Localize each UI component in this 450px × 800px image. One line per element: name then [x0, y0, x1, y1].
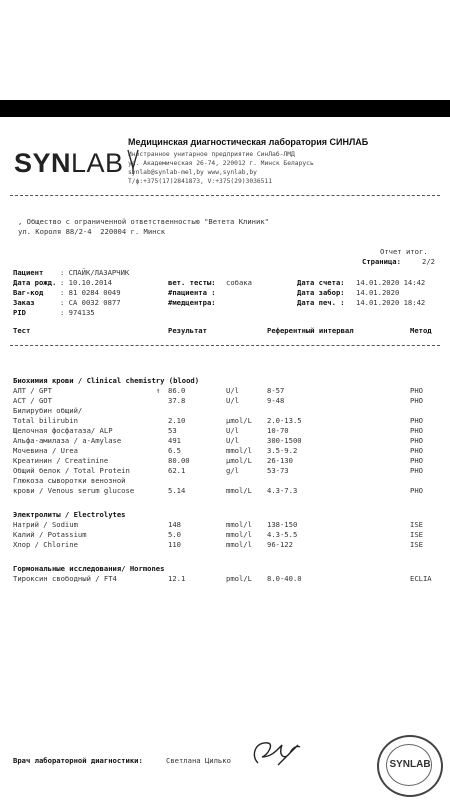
- test-result: 5.0: [168, 530, 181, 539]
- clinic-line-2: ул. Короля 88/2-4 220004 г. Минск: [18, 227, 166, 236]
- header-line-2: ул. Академическая 26-74, 220012 г. Минск Беларусь: [128, 160, 314, 167]
- bill-date-value: 14.01.2020 14:42: [356, 278, 426, 287]
- order-value: : CA 0032 0877: [60, 298, 121, 307]
- test-method: ISE: [410, 530, 423, 539]
- test-name: Билирубин общий/: [13, 406, 83, 415]
- top-blank-area: [0, 0, 450, 100]
- test-unit: mmol/l: [226, 530, 252, 539]
- abnormal-flag: ↑: [156, 386, 161, 395]
- doctor-label: Врач лабораторной диагностики:: [13, 756, 143, 765]
- test-name: Альфа-амилаза / a-Amylase: [13, 436, 122, 445]
- draw-date-value: 14.01.2020: [356, 288, 400, 297]
- page-value: 2/2: [422, 257, 435, 266]
- reference-range: 138-150: [267, 520, 298, 529]
- top-black-bar: [0, 100, 450, 117]
- test-unit: U/l: [226, 436, 239, 445]
- test-result: 2.10: [168, 416, 186, 425]
- dob-value: : 10.10.2014: [60, 278, 112, 287]
- section-title: Электролиты / Electrolytes: [13, 510, 126, 519]
- test-name: Хлор / Chlorine: [13, 540, 78, 549]
- reference-range: 8-57: [267, 386, 285, 395]
- bill-date-label: Дата счета:: [297, 278, 345, 287]
- reference-range: 10-70: [267, 426, 289, 435]
- test-name: ACT / GOT: [13, 396, 52, 405]
- print-date-value: 14.01.2020 18:42: [356, 298, 426, 307]
- pid-value: : 974135: [60, 308, 95, 317]
- barcode-label: Ваг-код: [13, 288, 44, 297]
- reference-range: 4.3-5.5: [267, 530, 298, 539]
- test-result: 148: [168, 520, 181, 529]
- test-name: крови / Venous serum glucose: [13, 486, 135, 495]
- divider-top: [10, 195, 440, 196]
- draw-date-label: Дата забор:: [297, 288, 345, 297]
- reference-range: 3.5-9.2: [267, 446, 298, 455]
- doctor-name: Светлана Цилько: [166, 756, 231, 765]
- test-result: 6.5: [168, 446, 181, 455]
- patient-number-label: #пациента :: [168, 288, 216, 297]
- test-name: Мочевина / Urea: [13, 446, 78, 455]
- test-method: PHO: [410, 416, 423, 425]
- test-method: ISE: [410, 540, 423, 549]
- test-unit: pmol/L: [226, 574, 252, 583]
- doctor-signature: [248, 735, 308, 779]
- test-method: PHO: [410, 486, 423, 495]
- test-name: Щелочная фосфатаза/ ALP: [13, 426, 113, 435]
- test-unit: mmol/l: [226, 520, 252, 529]
- test-method: PHO: [410, 386, 423, 395]
- test-unit: U/l: [226, 426, 239, 435]
- test-result: 491: [168, 436, 181, 445]
- test-result: 80.00: [168, 456, 190, 465]
- test-result: 86.0: [168, 386, 186, 395]
- page-label: Страница:: [362, 257, 401, 266]
- reference-range: 96-122: [267, 540, 293, 549]
- vet-label: вет. тесты:: [168, 278, 216, 287]
- test-method: PHO: [410, 426, 423, 435]
- test-unit: U/l: [226, 386, 239, 395]
- test-unit: g/l: [226, 466, 239, 475]
- test-result: 37.8: [168, 396, 186, 405]
- header-line-4: T/ф:+375(17)2841873, V:+375(29)3036511: [128, 178, 273, 185]
- header-line-1: Иностранное унитарное предприятие СинЛаб-ЛМД: [128, 151, 295, 158]
- section-title: Гормональные исследования/ Hormones: [13, 564, 165, 573]
- test-unit: µmol/L: [226, 416, 252, 425]
- vet-value: собака: [226, 278, 252, 287]
- divider-header: [10, 345, 440, 346]
- test-name: АЛТ / GPT: [13, 386, 52, 395]
- test-method: ECLIA: [410, 574, 432, 583]
- synlab-logo: SYNLAB: [14, 148, 140, 179]
- medcenter-number-label: #медцентра:: [168, 298, 216, 307]
- reference-range: 9-48: [267, 396, 285, 405]
- test-method: PHO: [410, 446, 423, 455]
- clinic-line-1: , Общество с ограниченной ответственностью "Ветета Клиник": [18, 217, 269, 226]
- test-result: 53: [168, 426, 177, 435]
- test-result: 12.1: [168, 574, 186, 583]
- header-line-3: synlab@synlab-mel,by www,synlab,by: [128, 169, 257, 176]
- col-method: Метод: [410, 326, 432, 335]
- reference-range: 4.3-7.3: [267, 486, 298, 495]
- col-result: Результат: [168, 326, 207, 335]
- reference-range: 2.0-13.5: [267, 416, 302, 425]
- lab-stamp: SYNLAB: [377, 735, 443, 797]
- test-result: 62.1: [168, 466, 186, 475]
- reference-range: 26-130: [267, 456, 293, 465]
- test-unit: mmol/l: [226, 446, 252, 455]
- col-ref: Референтный интервал: [267, 326, 354, 335]
- col-test: Тест: [13, 326, 31, 335]
- test-method: PHO: [410, 466, 423, 475]
- test-method: ISE: [410, 520, 423, 529]
- test-name: Тироксин свободный / FT4: [13, 574, 117, 583]
- test-unit: mmol/l: [226, 540, 252, 549]
- test-unit: µmol/L: [226, 456, 252, 465]
- order-label: Заказ: [13, 298, 35, 307]
- test-name: Общий белок / Total Protein: [13, 466, 130, 475]
- test-method: PHO: [410, 436, 423, 445]
- test-method: PHO: [410, 456, 423, 465]
- test-result: 110: [168, 540, 181, 549]
- dob-label: Дата рожд.: [13, 278, 57, 287]
- barcode-value: : 81 0284 0049: [60, 288, 121, 297]
- test-name: Total bilirubin: [13, 416, 78, 425]
- print-date-label: Дата печ. :: [297, 298, 345, 307]
- section-title: Биохимия крови / Clinical chemistry (blood): [13, 376, 200, 385]
- reference-range: 53-73: [267, 466, 289, 475]
- reference-range: 300-1500: [267, 436, 302, 445]
- reference-range: 8.0-40.0: [267, 574, 302, 583]
- test-result: 5.14: [168, 486, 186, 495]
- test-name: Креатинин / Creatinine: [13, 456, 109, 465]
- test-unit: mmol/L: [226, 486, 252, 495]
- patient-value: : СПАЙК/ЛАЗАРЧИК: [60, 268, 130, 277]
- patient-label: Пациент: [13, 268, 44, 277]
- pid-label: PID: [13, 308, 26, 317]
- test-unit: U/l: [226, 396, 239, 405]
- test-name: Натрий / Sodium: [13, 520, 78, 529]
- report-type: Отчет итог.: [380, 247, 428, 256]
- test-name: Калий / Potassium: [13, 530, 87, 539]
- test-method: PHO: [410, 396, 423, 405]
- test-name: Глюкоза сыворотки венозной: [13, 476, 126, 485]
- lab-name: Медицинская диагностическая лаборатория СИНЛАБ: [128, 137, 369, 147]
